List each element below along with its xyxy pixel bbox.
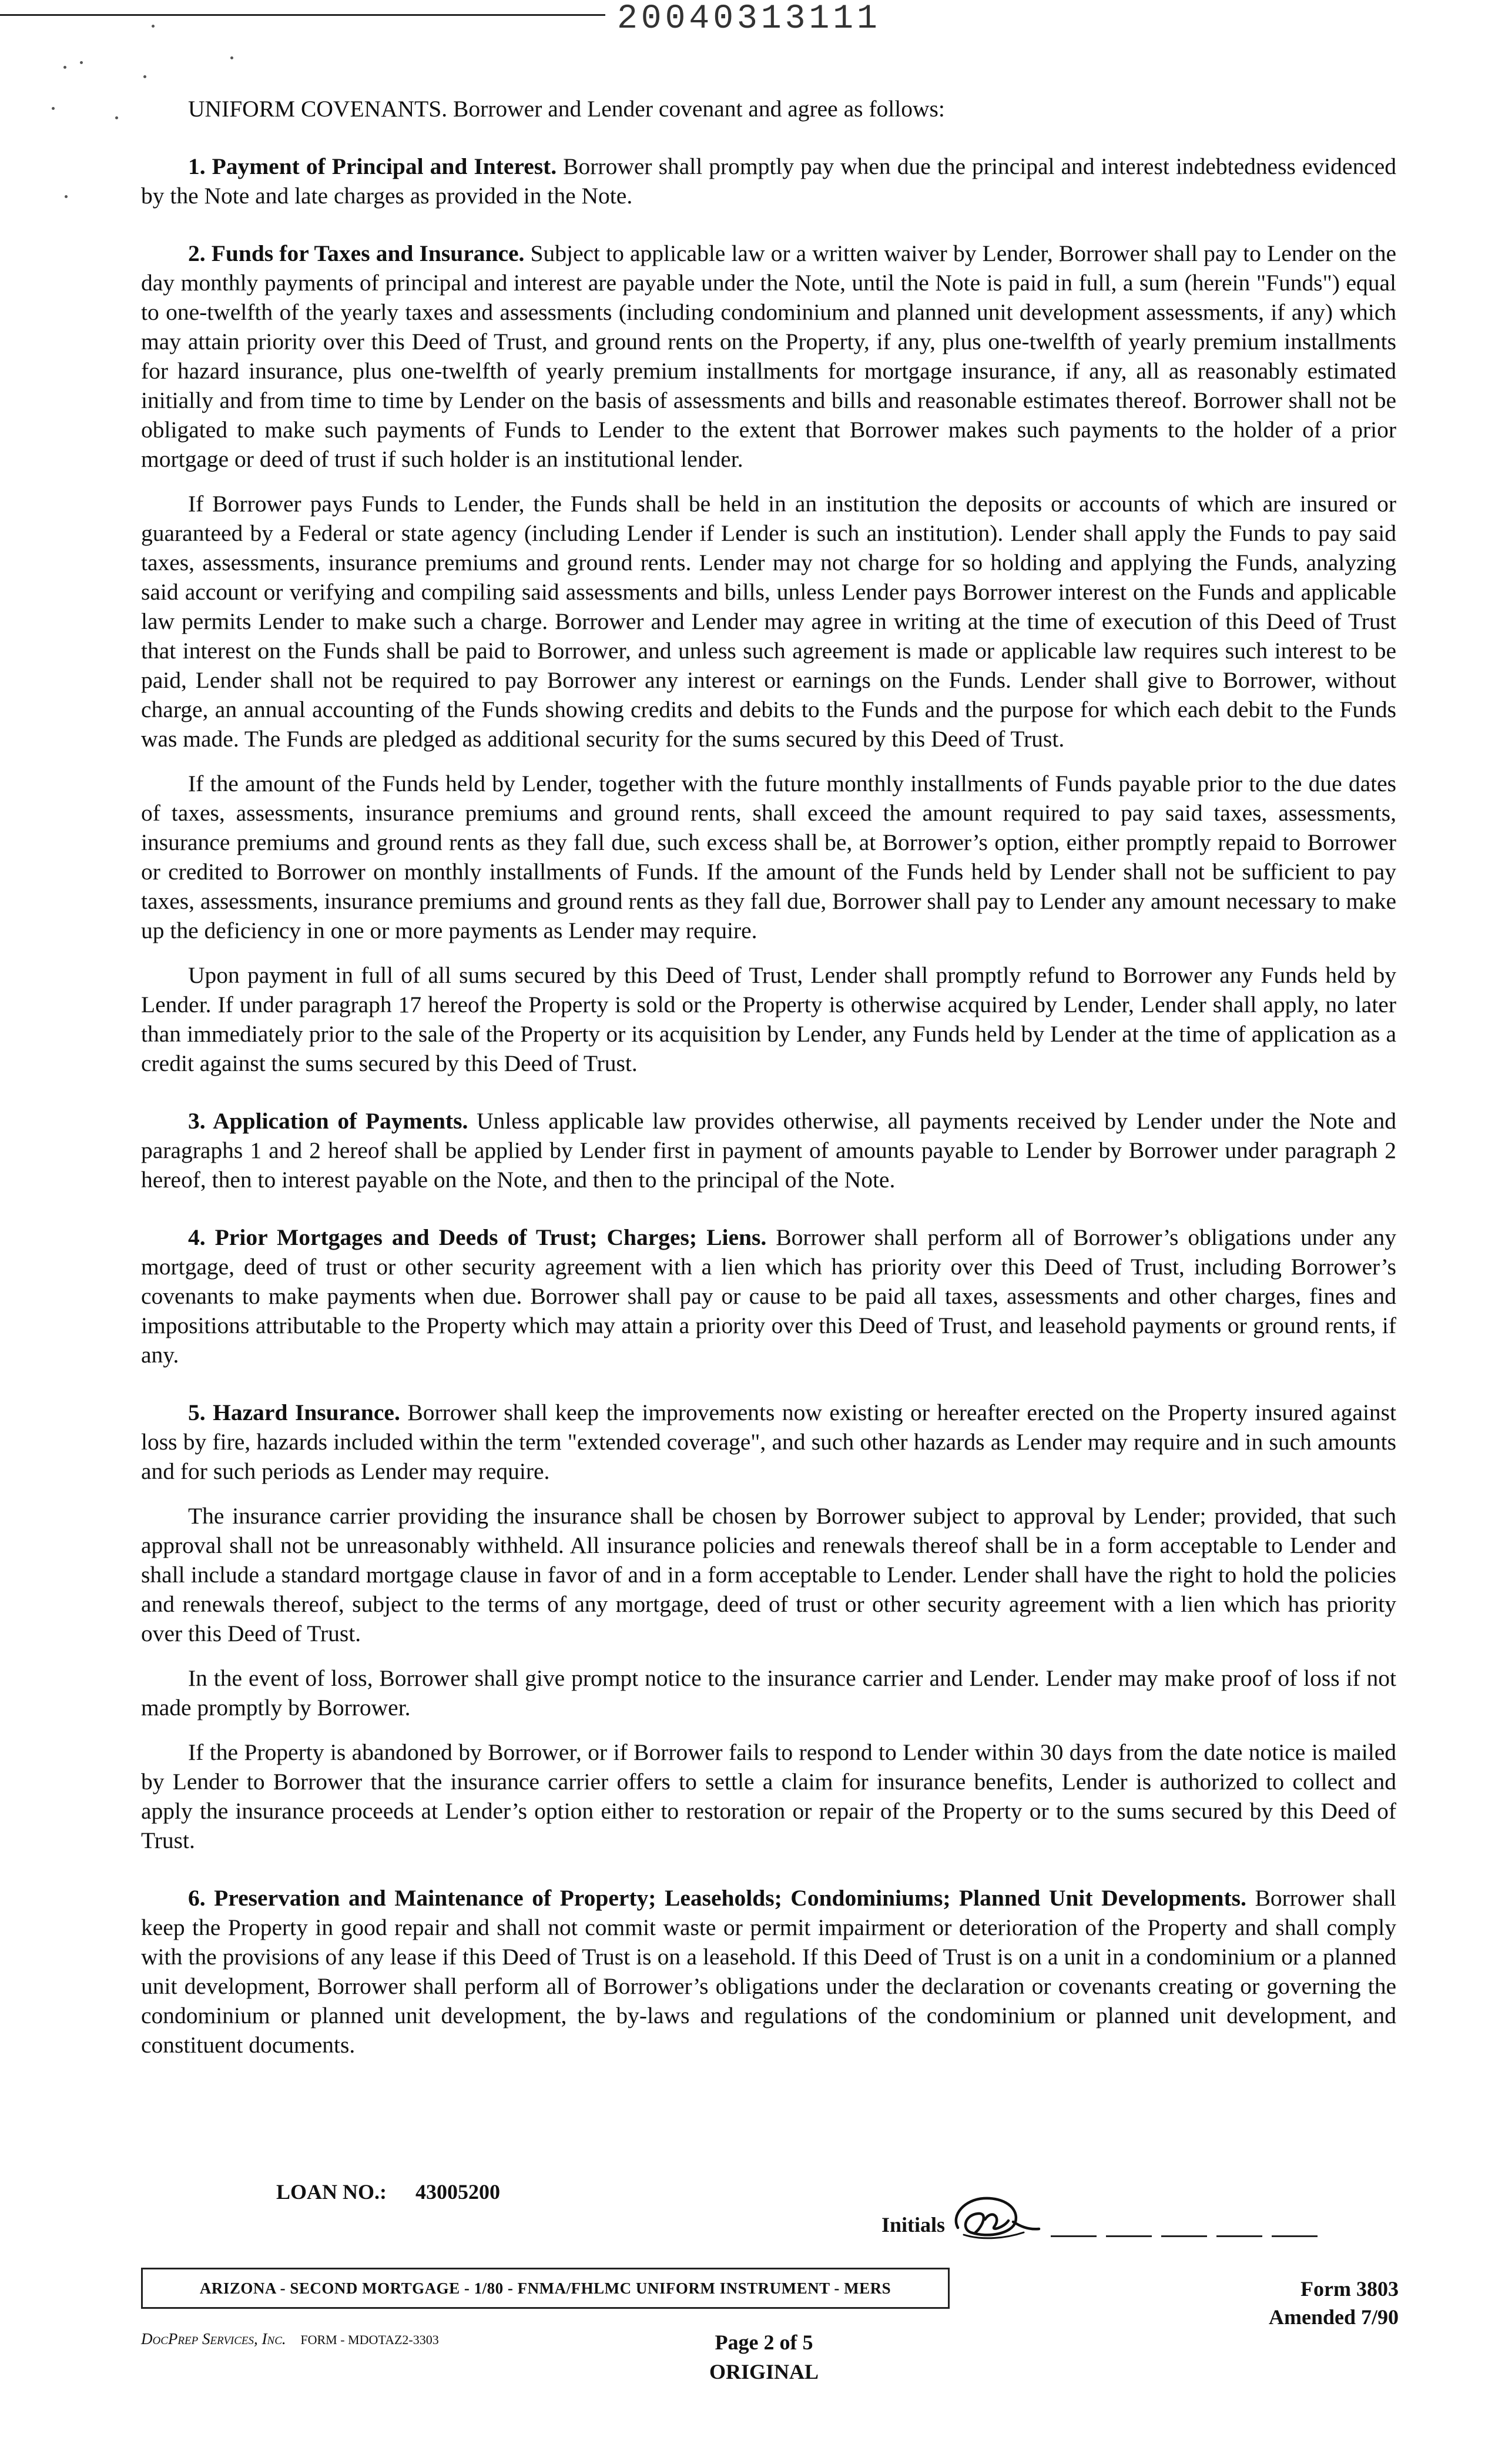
scan-speck (65, 195, 68, 198)
paragraph-text: If the amount of the Funds held by Lender, together with the future monthly installments of Funds payable prior to the due dates of taxes, assessments, insurance premiums and ground rents, shall exceed the amount required to pay said taxes, assessments, insurance premiums and ground rents as they fall due, such excess shall be, at Borrower’s option, either promptly repaid to Borrower or credited to Borrower on monthly installments of Funds. If the amount of the Funds held by Lender shall not be sufficient to pay taxes, assessments, insurance premiums and ground rents as they fall due, Borrower shall pay to Lender any amount necessary to make up the deficiency in one or more payments as Lender may require. (141, 771, 1396, 943)
paragraph-5 (141, 1398, 1396, 1486)
initials-signature (947, 2191, 1041, 2244)
initials-blank (1272, 2218, 1318, 2237)
paragraph-1 (141, 152, 1396, 210)
scan-speck (63, 66, 66, 69)
instrument-title-box (141, 2268, 950, 2309)
initials-blank (1216, 2218, 1262, 2237)
paragraph-2-excess-funds (141, 769, 1396, 945)
paragraph-title: 2. Funds for Taxes and Insurance. (188, 240, 525, 266)
initials-blank (1051, 2218, 1097, 2237)
recording-number: 20040313111 (617, 0, 881, 38)
scan-speck (143, 75, 146, 78)
loan-number-value: 43005200 (415, 2180, 500, 2204)
loan-number-label: LOAN NO.: (276, 2180, 387, 2204)
scan-speck (80, 61, 83, 64)
scan-speck (230, 56, 233, 59)
paragraph-2-funds-held (141, 489, 1396, 754)
paragraph-text: If the Property is abandoned by Borrower, or if Borrower fails to respond to Lender within 30 days from the date notice is mailed by Lender to Borrower that the insurance carrier offers to settle a claim for insurance benefits, Lender is authorized to collect and apply the insurance proceeds at Lender’s option either to restoration or repair of the Property or to the sums secured by this Deed of Trust. (141, 1739, 1396, 1853)
paragraph-5-carrier (141, 1501, 1396, 1648)
paragraph-text: The insurance carrier providing the insurance shall be chosen by Borrower subject to approval by Lender; provided, that such approval shall not be unreasonably withheld. All insurance policies and renewals thereof shall be in a form acceptable to Lender and shall include a standard mortgage clause in favor of and in a form acceptable to Lender. Lender shall have the right to hold the policies and renewals thereof, subject to the terms of any mortgage, deed of trust or other security agreement with a lien which has priority over this Deed of Trust. (141, 1503, 1396, 1646)
initials-blank (1161, 2218, 1207, 2237)
page-number: Page 2 of 5 (715, 2331, 813, 2354)
paragraph-2 (141, 239, 1396, 474)
preparer-name: DocPrep Services, Inc. (141, 2330, 286, 2348)
paragraph-4 (141, 1223, 1396, 1370)
initials-field (881, 2191, 1318, 2237)
top-rule (0, 14, 605, 16)
paragraph-text: Unless applicable law provides otherwise, all payments received by Lender under the Note and paragraphs 1 and 2 hereof shall be applied by Lender first in payment of amounts payable to Lender by Borrower under paragraph 2 hereof, then to interest payable on the Note, and then to the principal of the Note. (141, 1108, 1396, 1193)
original-label: ORIGINAL (709, 2360, 819, 2383)
initials-blank (1106, 2218, 1152, 2237)
paragraph-text: Borrower shall keep the Property in good repair and shall not commit waste or permit impairment or deterioration of the Property and shall comply with the provisions of any lease if this Deed of Trust is on a leasehold. If this Deed of Trust is on a unit in a condominium or a planned unit development, Borrower shall perform all of Borrower’s obligations under the declaration or covenants creating or governing the condominium or planned unit development, the by-laws and regulations of the condominium or planned unit development, and constituent documents. (141, 1885, 1396, 2058)
scan-speck (52, 107, 55, 110)
paragraph-title: 3. Application of Payments. (188, 1108, 468, 1134)
paragraph-6 (141, 1883, 1396, 2060)
paragraph-text: In the event of loss, Borrower shall give prompt notice to the insurance carrier and Lender. Lender may make proof of loss if not made promptly by Borrower. (141, 1665, 1396, 1720)
paragraph-title: 4. Prior Mortgages and Deeds of Trust; Charges; Liens. (188, 1224, 767, 1250)
paragraph-text: Borrower shall perform all of Borrower’s obligations under any mortgage, deed of trust or other security agreement with a lien which has priority over this Deed of Trust, including Borrower’s covenants to make payments when due. Borrower shall pay or cause to be paid all taxes, assessments and other charges, fines and impositions attributable to the Property which may attain a priority over this Deed of Trust, and leasehold payments or ground rents, if any. (141, 1224, 1397, 1368)
paragraph-text: Borrower shall promptly pay when due the principal and interest indebtedness evidenced by the Note and late charges as provided in the Note. (141, 153, 1397, 209)
preparer-line (141, 2330, 439, 2348)
loan-number-field (276, 2180, 500, 2204)
form-number: Form 3803 (1300, 2277, 1399, 2301)
paragraph-title: 1. Payment of Principal and Interest. (188, 153, 557, 179)
document-body (141, 94, 1396, 2075)
page-info (676, 2328, 852, 2386)
paragraph-5-loss (141, 1663, 1396, 1722)
paragraph-title: 6. Preservation and Maintenance of Property; Leaseholds; Condominiums; Planned Unit Developments. (188, 1885, 1246, 1911)
instrument-title: ARIZONA - SECOND MORTGAGE - 1/80 - FNMA/FHLMC UNIFORM INSTRUMENT - MERS (199, 2279, 891, 2297)
scan-speck (152, 25, 155, 28)
paragraph-title: 5. Hazard Insurance. (188, 1400, 400, 1425)
form-number-block (1252, 2275, 1399, 2331)
paragraph-text: If Borrower pays Funds to Lender, the Funds shall be held in an institution the deposits or accounts of which are insured or guaranteed by a Federal or state agency (including Lender if Lender is such an institution). Lender shall apply the Funds to pay said taxes, assessments, insurance premiums and ground rents. Lender may not charge for so holding and applying the Funds, analyzing said account or verifying and compiling said assessments and bills, unless Lender pays Borrower interest on the Funds and applicable law permits Lender to make such a charge. Borrower and Lender may agree in writing at the time of execution of this Deed of Trust that interest on the Funds shall be paid to Borrower, and unless such agreement is made or applicable law requires such interest to be paid, Lender shall not be required to pay Borrower any interest or earnings on the Funds. Lender shall give to Borrower, without charge, an annual accounting of the Funds showing credits and debits to the Funds and the purpose for which each debit to the Funds was made. The Funds are pledged as additional security for the sums secured by this Deed of Trust. (141, 491, 1396, 752)
paragraph-text: Upon payment in full of all sums secured by this Deed of Trust, Lender shall promptly refund to Borrower any Funds held by Lender. If under paragraph 17 hereof the Property is sold or the Property is otherwise acquired by Lender, Lender shall apply, no later than immediately prior to the sale of the Property or its acquisition by Lender, any Funds held by Lender at the time of application as a credit against the sums secured by this Deed of Trust. (141, 962, 1396, 1076)
scan-speck (115, 116, 118, 119)
paragraph-2-refund (141, 960, 1396, 1078)
initials-label: Initials (881, 2213, 946, 2237)
paragraph-5-abandoned (141, 1737, 1396, 1855)
paragraph-text: Borrower shall keep the improvements now existing or hereafter erected on the Property insured against loss by fire, hazards included within the term "extended coverage", and such other hazards as Lender may require and in such amounts and for such periods as Lender may require. (141, 1400, 1397, 1484)
paragraph-text: Subject to applicable law or a written waiver by Lender, Borrower shall pay to Lender on the day monthly payments of principal and interest are payable under the Note, until the Note is paid in full, a sum (herein "Funds") equal to one-twelfth of the yearly taxes and assessments (including condominium and planned unit development assessments, if any) which may attain priority over this Deed of Trust, and ground rents on the Property, if any, plus one-twelfth of yearly premium installments for hazard insurance, plus one-twelfth of yearly premium installments for mortgage insurance, if any, all as reasonably estimated initially and from time to time by Lender on the basis of assessments and bills and reasonable estimates thereof. Borrower shall not be obligated to make such payments of Funds to Lender to the extent that Borrower makes such payments to the holder of a prior mortgage or deed of trust if such holder is an institutional lender. (141, 240, 1397, 472)
amended-date: Amended 7/90 (1268, 2305, 1399, 2329)
covenants-heading: UNIFORM COVENANTS. Borrower and Lender covenant and agree as follows: (188, 96, 945, 122)
paragraph-3 (141, 1106, 1396, 1194)
form-code: FORM - MDOTAZ2-3303 (300, 2332, 439, 2347)
